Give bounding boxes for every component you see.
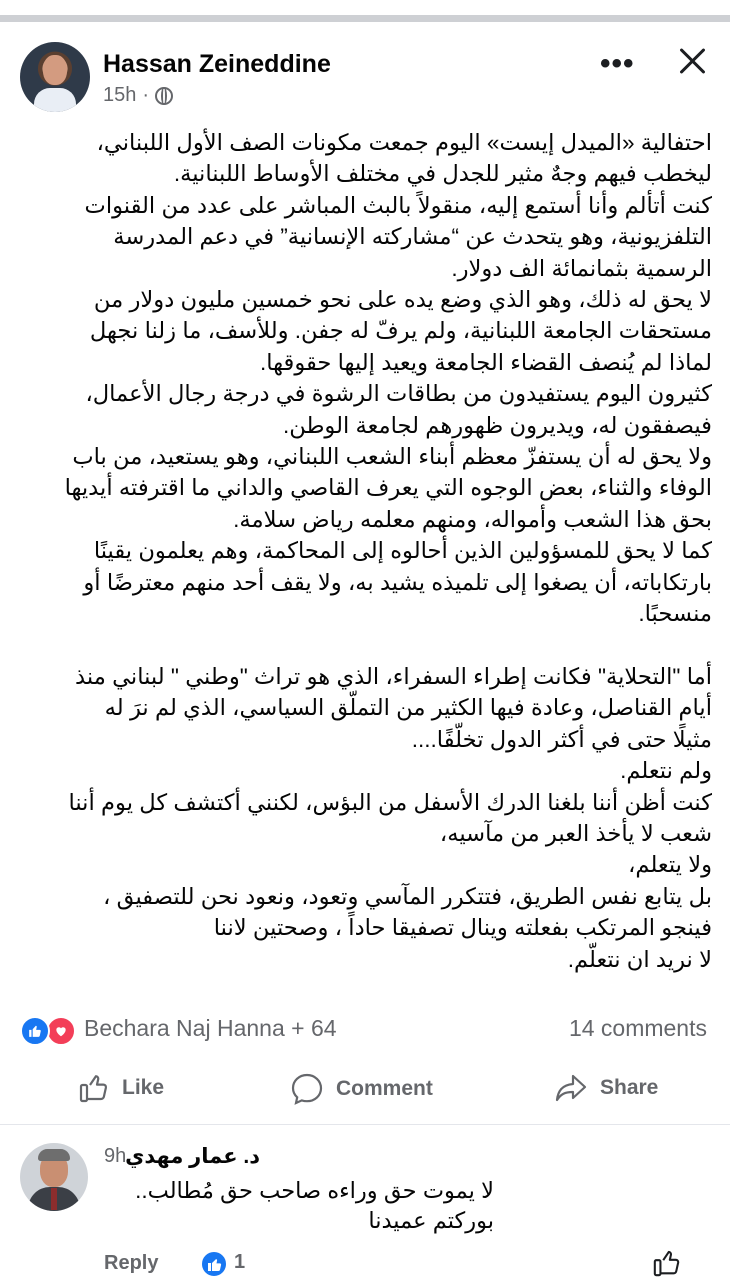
- reactions-bar[interactable]: [20, 1012, 710, 1046]
- post-line: شعب لا يأخذ العبر من مآسيه،: [439, 820, 712, 846]
- post-line: كنت أتألم وأنا أستمع إليه، منقولاً بالبث المباشر على عدد من القنوات: [84, 192, 712, 218]
- post-line: ولم نتعلم.: [620, 758, 712, 784]
- post-line: منسحبًا.: [638, 601, 712, 627]
- post-line: فيصفقون له، ويديرون ظهورهم لجامعة الوطن.: [282, 412, 712, 438]
- comment-like-count[interactable]: 1: [234, 1251, 246, 1273]
- post-actions: [0, 1064, 730, 1114]
- comment-header: [104, 1143, 260, 1171]
- post-line: الرسمية بثمانمائة الف دولار.: [451, 255, 712, 281]
- post-line: أما "التحلاية" فكانت إطراء السفراء، الذي هو تراث "وطني " لبناني منذ: [75, 663, 712, 689]
- love-reaction-icon: [46, 1016, 76, 1046]
- post-line: ليخطب فيهم وجهٌ مثير للجدل في مختلف الأوساط اللبنانية.: [173, 161, 712, 187]
- post-line: بل يتابع نفس الطريق، فتتكرر المآسي وتعود، ونعود نحن للتصفيق ،: [103, 883, 712, 909]
- post-line: لا يحق له ذلك، وهو الذي وضع يده على نحو خمسين مليون دولار من: [93, 287, 712, 313]
- post-line: لا نريد ان نتعلّم.: [567, 946, 712, 972]
- comment-footer: [104, 1250, 704, 1278]
- comment-text: [104, 1176, 494, 1236]
- post-text: [22, 127, 712, 975]
- post-line: ولا يحق له أن يستفزّ معظم أبناء الشعب اللبناني، وهو يستعيد، من باب: [72, 444, 712, 470]
- globe-icon: [155, 87, 173, 105]
- post-line: بحق هذا الشعب وأمواله، ومنهم معلمه رياض سلامة.: [233, 506, 712, 532]
- comments-count[interactable]: 14 comments: [568, 1015, 707, 1041]
- post-line: أيام القناصل، وعادة فيها الكثير من التملّق السياسي، الذي لم نرَ له: [104, 695, 712, 721]
- post-line: بارتكاباته، أن يصغوا إلى تلميذه يشيد به، ولا يقف أحد منهم معترضًا أو: [83, 569, 712, 595]
- comment-like-badge-icon: [200, 1250, 228, 1278]
- thumbs-up-icon: [78, 1072, 110, 1104]
- reply-button[interactable]: Reply: [104, 1252, 159, 1274]
- comment-button[interactable]: [290, 1072, 433, 1106]
- paragraph-gap: [22, 630, 712, 661]
- post-time[interactable]: 15h: [103, 84, 137, 106]
- post-line: كنت أظن أننا بلغنا الدرك الأسفل من البؤس، لكنني أكتشف كل يوم أننا: [68, 789, 712, 815]
- close-icon[interactable]: [676, 44, 710, 78]
- meta-separator: ·: [142, 84, 150, 106]
- comment-like-icon[interactable]: [652, 1248, 682, 1278]
- more-options-button[interactable]: •••: [600, 47, 635, 80]
- comment-line: بوركتم عميدنا: [368, 1208, 494, 1233]
- post-header: [20, 42, 710, 112]
- share-button[interactable]: [554, 1072, 658, 1104]
- author-avatar[interactable]: [20, 42, 90, 112]
- post-line: كما لا يحق للمسؤولين الذين أحالوه إلى المحاكمة، وهم يعلمون يقينًا: [93, 538, 712, 564]
- comment-bubble-icon: [290, 1072, 324, 1106]
- share-arrow-icon: [554, 1072, 588, 1104]
- post-line: كثيرون اليوم يستفيدون من بطاقات الرشوة في درجة رجال الأعمال،: [85, 381, 712, 407]
- post-line: التلفزيونية، وهو يتحدث عن “مشاركته الإنسانية” في دعم المدرسة: [113, 224, 712, 250]
- comments-divider: [0, 1124, 730, 1125]
- post-meta: [103, 84, 173, 107]
- post-line: احتفالية «الميدل إيست» اليوم جمعت مكونات الصف الأول اللبناني،: [96, 130, 712, 155]
- post-line: ولا يتعلم،: [628, 852, 712, 878]
- like-button[interactable]: [78, 1072, 164, 1104]
- like-reaction-icon: [20, 1016, 50, 1046]
- author-name[interactable]: Hassan Zeineddine: [103, 50, 331, 78]
- comment-time[interactable]: 9h: [104, 1145, 127, 1167]
- reaction-summary[interactable]: Bechara Naj Hanna + 64: [84, 1015, 337, 1041]
- comment-line: لا يموت حق وراءه صاحب حق مُطالب..: [135, 1178, 494, 1203]
- like-label: Like: [122, 1076, 165, 1099]
- top-divider: [0, 15, 730, 22]
- post-line: لماذا لم يُنصف القضاء الجامعة ويعيد إليها حقوقها.: [259, 349, 712, 375]
- post-line: مستحقات الجامعة اللبنانية، ولم يرفّ له جفن. وللأسف، ما زلنا نجهل: [89, 318, 712, 344]
- commenter-avatar[interactable]: [20, 1143, 88, 1211]
- commenter-name[interactable]: د. عمار مهدي: [125, 1145, 260, 1168]
- comment-label: Comment: [336, 1077, 433, 1100]
- post-line: فينجو المرتكب بفعلته وينال تصفيقا حاداً ، وصحتين لاننا: [213, 915, 712, 941]
- post-line: الوفاء والثناء، بعض الوجوه التي يعرف القاصي والداني ما اقترفته أيديها: [64, 475, 712, 501]
- post-line: مثيلًا حتى في أكثر الدول تخلّفًا....: [411, 726, 712, 752]
- share-label: Share: [600, 1076, 659, 1099]
